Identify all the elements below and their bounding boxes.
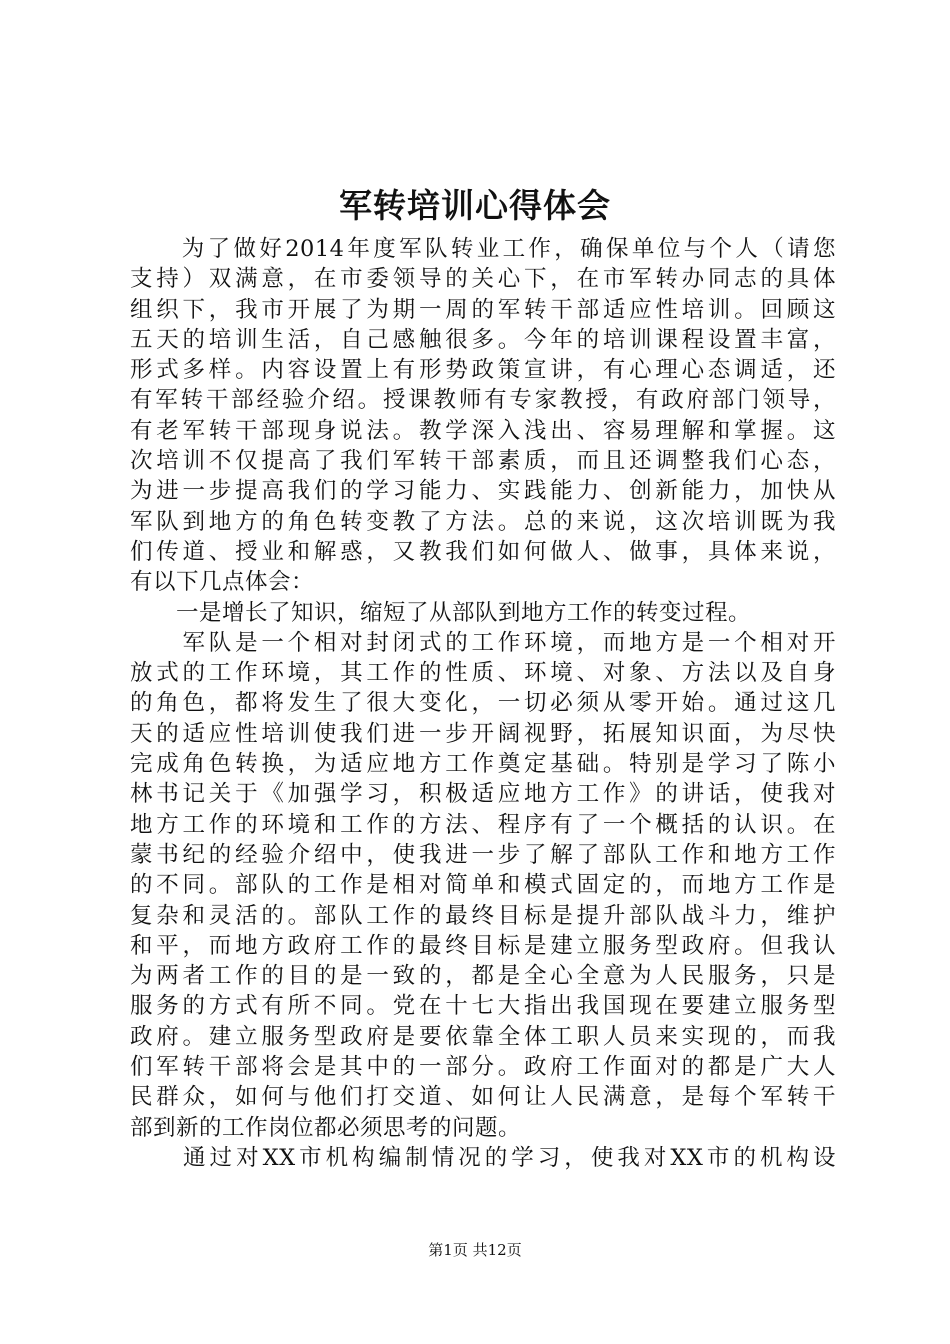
body-line: 和平，而地方政府工作的最终目标是建立服务型政府。但我认 — [130, 932, 836, 959]
body-line: 林书记关于《加强学习，积极适应地方工作》的讲话，使我对 — [130, 781, 836, 808]
body-line: 支持）双满意，在市委领导的关心下，在市军转办同志的具体 — [130, 266, 836, 293]
body-line: 天的适应性培训使我们进一步开阔视野，拓展知识面，为尽快 — [130, 720, 836, 747]
body-line: 军队是一个相对封闭式的工作环境，而地方是一个相对开 — [130, 629, 836, 656]
body-line: 的不同。部队的工作是相对简单和模式固定的，而地方工作是 — [130, 872, 836, 899]
body-line: 民群众，如何与他们打交道、如何让人民满意，是每个军转干 — [130, 1084, 836, 1111]
body-line: 完成角色转换，为适应地方工作奠定基础。特别是学习了陈小 — [130, 751, 836, 778]
body-line: 为两者工作的目的是一致的，都是全心全意为人民服务，只是 — [130, 963, 836, 990]
body-line: 蒙书纪的经验介绍中，使我进一步了解了部队工作和地方工作 — [130, 841, 836, 868]
body-line: 们传道、授业和解惑，又教我们如何做人、做事，具体来说， — [130, 538, 836, 565]
body-line: 政府。建立服务型政府是要依靠全体工职人员来实现的，而我 — [130, 1023, 836, 1050]
body-line: 形式多样。内容设置上有形势政策宣讲，有心理心态调适，还 — [130, 357, 836, 384]
page-number-footer: 第1页 共12页 — [428, 1241, 522, 1259]
body-line: 五天的培训生活，自己感触很多。今年的培训课程设置丰富， — [130, 326, 836, 353]
body-line: 有以下几点体会： — [130, 569, 315, 596]
body-line: 为进一步提高我们的学习能力、实践能力、创新能力，加快从 — [130, 478, 836, 505]
body-line: 一是增长了知识，缩短了从部队到地方工作的转变过程。 — [130, 599, 752, 626]
body-line: 次培训不仅提高了我们军转干部素质，而且还调整我们心态， — [130, 448, 836, 475]
body-line: 们军转干部将会是其中的一部分。政府工作面对的都是广大人 — [130, 1054, 836, 1081]
body-line: 组织下，我市开展了为期一周的军转干部适应性培训。回顾这 — [130, 296, 836, 323]
body-line: 的角色，都将发生了很大变化，一切必须从零开始。通过这几 — [130, 690, 836, 717]
body-line: 有老军转干部现身说法。教学深入浅出、容易理解和掌握。这 — [130, 417, 836, 444]
body-line: 复杂和灵活的。部队工作的最终目标是提升部队战斗力，维护 — [130, 902, 836, 929]
body-line: 部到新的工作岗位都必须思考的问题。 — [130, 1114, 522, 1141]
body-line: 有军转干部经验介绍。授课教师有专家教授，有政府部门领导， — [130, 387, 836, 414]
body-line: 地方工作的环境和工作的方法、程序有了一个概括的认识。在 — [130, 811, 836, 838]
document-body — [130, 234, 836, 1173]
body-line: 军队到地方的角色转变教了方法。总的来说，这次培训既为我 — [130, 508, 836, 535]
body-line: 为了做好2014年度军队转业工作，确保单位与个人（请您 — [130, 236, 836, 262]
body-line: 服务的方式有所不同。党在十七大指出我国现在要建立服务型 — [130, 993, 836, 1020]
body-line: 放式的工作环境，其工作的性质、环境、对象、方法以及自身 — [130, 660, 836, 687]
body-line: 通过对XX市机构编制情况的学习，使我对XX市的机构设 — [130, 1144, 836, 1171]
document-title: 军转培训心得体会 — [339, 186, 611, 225]
